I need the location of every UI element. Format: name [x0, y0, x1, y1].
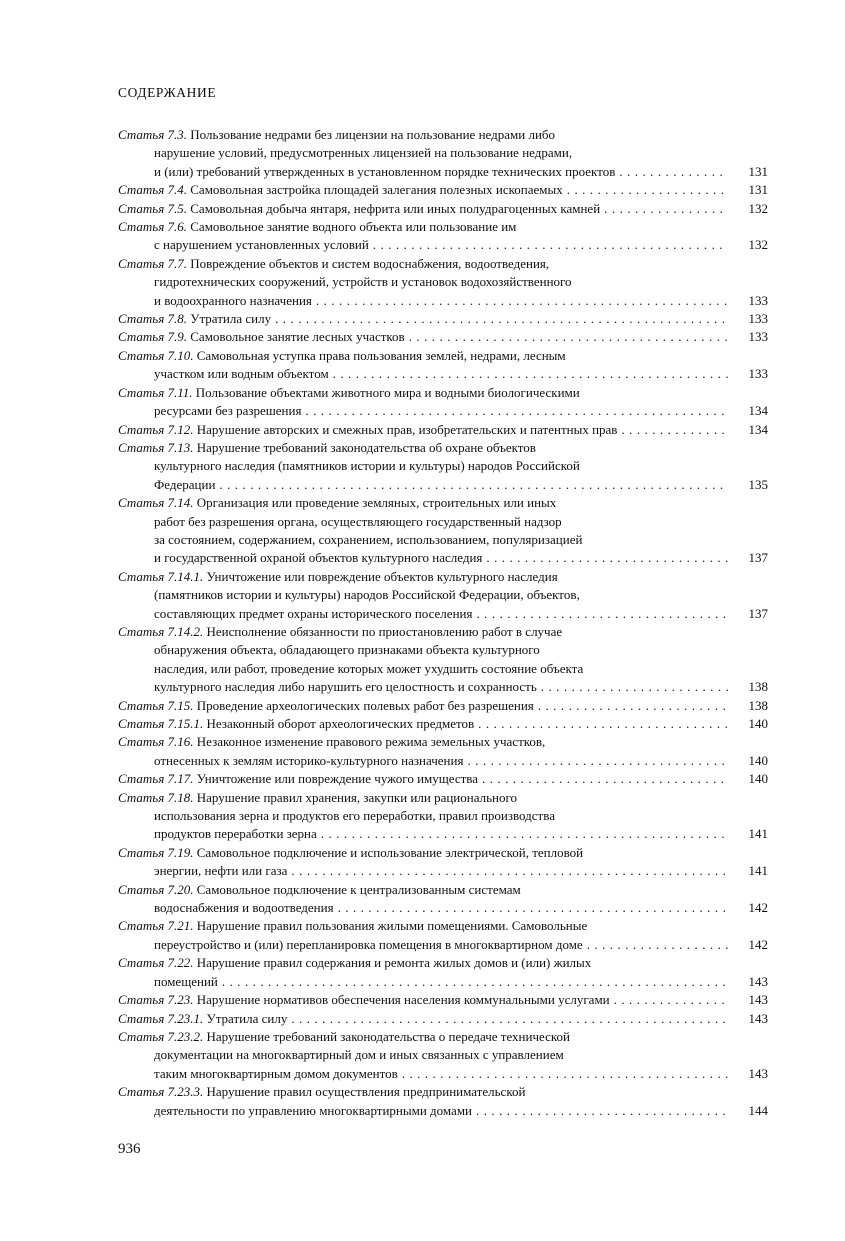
article-title-text: Нарушение правил пользования жилыми помещениями. Самовольные — [196, 918, 588, 934]
article-number: Статья 7.4. — [118, 182, 187, 198]
article-title-text: обнаружения объекта, обладающего признаками объекта культурного — [154, 642, 540, 658]
article-number: Статья 7.22. — [118, 955, 194, 971]
article-number: Статья 7.8. — [118, 311, 187, 327]
toc-entry-line — [118, 660, 768, 678]
toc-entry-line — [118, 328, 768, 346]
toc-entry[interactable] — [118, 844, 768, 881]
page-ref: 138 — [748, 697, 768, 713]
page-ref: 133 — [748, 311, 768, 327]
dot-leader — [538, 697, 728, 715]
article-title-text: наследия, или работ, проведение которых может ухудшить состояние объекта — [154, 660, 584, 676]
dot-leader — [614, 991, 728, 1009]
toc-entry[interactable] — [118, 954, 768, 991]
toc-entry-line — [118, 1028, 768, 1046]
toc-entry[interactable] — [118, 789, 768, 844]
article-title-text: и водоохранного назначения — [154, 292, 312, 308]
dot-leader — [621, 421, 728, 439]
article-title-text: Нарушение нормативов обеспечения населения коммунальными услугами — [196, 992, 610, 1008]
page-number: 936 — [118, 1141, 141, 1157]
toc-entry-line — [118, 678, 768, 696]
toc-entry-line — [118, 476, 768, 494]
dot-leader — [321, 825, 728, 843]
article-title-text: водоснабжения и водоотведения — [154, 900, 334, 916]
toc-entry[interactable] — [118, 328, 768, 346]
toc-entry[interactable] — [118, 421, 768, 439]
article-title-text: Организация или проведение земляных, строительных или иных — [196, 495, 557, 511]
toc-entry-line — [118, 347, 768, 365]
article-number: Статья 7.23.1. — [118, 1010, 204, 1026]
toc-entry-line — [118, 1083, 768, 1101]
dot-leader — [541, 678, 728, 696]
article-title-text: Нарушение правил хранения, закупки или рационального — [196, 789, 517, 805]
toc-entry-line — [118, 126, 768, 144]
article-title-text: (памятников истории и культуры) народов Российской Федерации, объектов, — [154, 587, 580, 603]
toc-entry-line — [118, 457, 768, 475]
article-title-text: за состоянием, содержанием, сохранением, использованием, популяризацией — [154, 531, 583, 547]
dot-leader — [219, 476, 728, 494]
toc-entry[interactable] — [118, 881, 768, 918]
page-ref: 138 — [748, 679, 768, 695]
article-number: Статья 7.10. — [118, 347, 194, 363]
dot-leader — [587, 936, 728, 954]
dot-leader — [222, 973, 728, 991]
article-title-text: Федерации — [154, 476, 216, 492]
page-ref: 133 — [748, 366, 768, 382]
article-title-text: Незаконный оборот археологических предметов — [206, 716, 475, 731]
dot-leader — [291, 1010, 728, 1028]
article-title-text: Самовольное подключение и использование электрической, тепловой — [196, 844, 584, 860]
article-number: Статья 7.14.2. — [118, 623, 204, 639]
toc-entry-line — [118, 310, 768, 328]
toc-entry-line — [118, 1010, 768, 1028]
article-number: Статья 7.21. — [118, 918, 194, 934]
article-title-text: Пользование недрами без лицензии на пользование недрами либо — [190, 127, 556, 142]
article-number: Статья 7.15.1. — [118, 716, 204, 731]
page-ref: 143 — [748, 973, 768, 989]
toc-entry[interactable] — [118, 733, 768, 770]
dot-leader — [305, 402, 728, 420]
article-title-text: деятельности по управлению многоквартирными домами — [154, 1102, 472, 1118]
toc-entry-line — [118, 697, 768, 715]
article-title-text: Нарушение требований законодательства о передаче технической — [206, 1028, 570, 1044]
article-title-text: помещений — [154, 973, 218, 989]
toc-entry[interactable] — [118, 697, 768, 715]
toc-entry-line — [118, 181, 768, 199]
toc-entry[interactable] — [118, 218, 768, 255]
article-number: Статья 7.3. — [118, 127, 187, 142]
article-title-text: Проведение археологических полевых работ без разрешения — [196, 697, 534, 713]
article-number: Статья 7.13. — [118, 439, 194, 455]
toc-entry-line — [118, 200, 768, 218]
page-ref: 142 — [748, 936, 768, 952]
toc-entry-line — [118, 568, 768, 586]
article-title-text: Уничтожение или повреждение объектов культурного наследия — [206, 568, 558, 584]
dot-leader — [275, 310, 728, 328]
toc-entry[interactable] — [118, 917, 768, 954]
dot-leader — [486, 549, 728, 567]
article-title-text: документации на многоквартирный дом и иных связанных с управлением — [154, 1047, 564, 1063]
dot-leader — [567, 181, 728, 199]
toc-entry[interactable] — [118, 126, 768, 181]
toc-entry-line — [118, 881, 768, 899]
article-title-text: гидротехнических сооружений, устройств и установок водохозяйственного — [154, 274, 572, 290]
page-ref: 133 — [748, 292, 768, 308]
toc-entry[interactable] — [118, 200, 768, 218]
toc-entry-line — [118, 236, 768, 254]
article-title-text: и (или) требований утвержденных в установленном порядке технических проектов — [154, 163, 616, 179]
article-number: Статья 7.19. — [118, 844, 194, 860]
toc-entry-line — [118, 623, 768, 641]
toc-entry-line — [118, 917, 768, 935]
article-title-text: переустройство и (или) перепланировка помещения в многоквартирном доме — [154, 936, 583, 952]
dot-leader — [482, 770, 728, 788]
article-number: Статья 7.7. — [118, 255, 187, 271]
article-title-text: отнесенных к землям историко-культурного назначения — [154, 752, 464, 768]
toc-entry-line — [118, 218, 768, 236]
article-title-text: Нарушение авторских и смежных прав, изобретательских и патентных прав — [196, 421, 618, 437]
toc-entry-line — [118, 531, 768, 549]
toc-entry[interactable] — [118, 347, 768, 384]
article-number: Статья 7.9. — [118, 329, 187, 345]
toc-entry-line — [118, 807, 768, 825]
article-title-text: Самовольная застройка площадей залегания полезных ископаемых — [190, 182, 563, 198]
page-ref: 133 — [748, 329, 768, 345]
page-ref: 144 — [748, 1102, 768, 1118]
toc-entry-line — [118, 1065, 768, 1083]
toc-entry-line — [118, 770, 768, 788]
toc-entry-line — [118, 825, 768, 843]
article-number: Статья 7.14. — [118, 495, 194, 511]
page-ref: 143 — [748, 992, 768, 1008]
dot-leader — [478, 715, 728, 733]
article-title-text: Незаконное изменение правового режима земельных участков, — [196, 734, 546, 750]
toc-entry-line — [118, 439, 768, 457]
article-title-text: Повреждение объектов и систем водоснабжения, водоотведения, — [190, 255, 550, 271]
article-title-text: составляющих предмет охраны исторического поселения — [154, 605, 473, 621]
article-title-text: Нарушение правил содержания и ремонта жилых домов и (или) жилых — [196, 955, 592, 971]
toc-entry-line — [118, 292, 768, 310]
article-title-text: Утратила силу — [190, 311, 272, 327]
page-ref: 143 — [748, 1065, 768, 1081]
toc-entry[interactable] — [118, 181, 768, 199]
toc-entry[interactable] — [118, 310, 768, 328]
toc-entry[interactable] — [118, 439, 768, 494]
toc-entry-line — [118, 715, 768, 733]
article-title-text: Утратила силу — [206, 1010, 288, 1026]
article-number: Статья 7.16. — [118, 734, 194, 750]
article-title-text: работ без разрешения органа, осуществляющего государственный надзор — [154, 513, 562, 529]
toc-entry[interactable] — [118, 991, 768, 1009]
toc-entry-line — [118, 789, 768, 807]
article-number: Статья 7.14.1. — [118, 568, 204, 584]
article-title-text: нарушение условий, предусмотренных лицензией на пользование недрами, — [154, 145, 573, 161]
page-ref: 131 — [748, 163, 768, 179]
toc-entry[interactable] — [118, 715, 768, 733]
page-ref: 140 — [748, 752, 768, 768]
toc-entry[interactable] — [118, 384, 768, 421]
page-ref: 141 — [748, 863, 768, 879]
running-head: СОДЕРЖАНИЕ — [118, 85, 217, 100]
article-title-text: Самовольное занятие водного объекта или пользование им — [190, 219, 517, 235]
toc-entry-line — [118, 844, 768, 862]
article-title-text: с нарушением установленных условий — [154, 237, 369, 253]
article-title-text: таким многоквартирным домом документов — [154, 1065, 398, 1081]
page-ref: 135 — [748, 476, 768, 492]
article-number: Статья 7.20. — [118, 881, 194, 897]
article-title-text: Неисполнение обязанности по приостановлению работ в случае — [206, 623, 563, 639]
page-ref: 140 — [748, 716, 768, 731]
toc-entry-line — [118, 936, 768, 954]
toc-entry-line — [118, 402, 768, 420]
toc-entry-line — [118, 954, 768, 972]
page-ref: 137 — [748, 550, 768, 566]
toc-entry[interactable] — [118, 568, 768, 623]
article-number: Статья 7.18. — [118, 789, 194, 805]
page-ref: 140 — [748, 771, 768, 787]
dot-leader — [373, 236, 728, 254]
toc-entry[interactable] — [118, 1028, 768, 1083]
article-title-text: Нарушение правил осуществления предпринимательской — [206, 1084, 526, 1100]
dot-leader — [619, 163, 728, 181]
article-number: Статья 7.23.2. — [118, 1028, 204, 1044]
dot-leader — [409, 328, 728, 346]
dot-leader — [402, 1065, 728, 1083]
article-title-text: Уничтожение или повреждение чужого имущества — [196, 771, 479, 787]
dot-leader — [467, 752, 728, 770]
toc-entry-line — [118, 273, 768, 291]
toc-entry-line — [118, 255, 768, 273]
article-title-text: и государственной охраной объектов культурного наследия — [154, 550, 483, 566]
toc-entry-line — [118, 365, 768, 383]
article-title-text: ресурсами без разрешения — [154, 403, 302, 419]
table-of-contents — [118, 126, 768, 1120]
toc-entry-line — [118, 862, 768, 880]
toc-entry-line — [118, 733, 768, 751]
toc-entry-line — [118, 973, 768, 991]
dot-leader — [476, 1102, 728, 1120]
page-ref: 131 — [748, 182, 768, 198]
toc-entry-line — [118, 513, 768, 531]
dot-leader — [604, 200, 728, 218]
toc-entry-line — [118, 163, 768, 181]
toc-entry-line — [118, 991, 768, 1009]
toc-entry-line — [118, 752, 768, 770]
dot-leader — [291, 862, 728, 880]
toc-entry-line — [118, 384, 768, 402]
toc-entry[interactable] — [118, 255, 768, 310]
dot-leader — [316, 292, 728, 310]
dot-leader — [476, 605, 728, 623]
toc-entry-line — [118, 421, 768, 439]
dot-leader — [338, 899, 728, 917]
toc-entry-line — [118, 1046, 768, 1064]
toc-entry[interactable] — [118, 770, 768, 788]
toc-entry-line — [118, 899, 768, 917]
page-ref: 142 — [748, 900, 768, 916]
toc-entry-line — [118, 494, 768, 512]
page-ref: 134 — [748, 421, 768, 437]
article-number: Статья 7.23. — [118, 992, 194, 1008]
toc-entry[interactable] — [118, 623, 768, 697]
toc-entry-line — [118, 586, 768, 604]
article-title-text: участком или водным объектом — [154, 366, 329, 382]
article-number: Статья 7.17. — [118, 771, 194, 787]
article-number: Статья 7.23.3. — [118, 1084, 204, 1100]
article-number: Статья 7.12. — [118, 421, 194, 437]
article-title-text: продуктов переработки зерна — [154, 826, 317, 842]
page-ref: 134 — [748, 403, 768, 419]
article-title-text: Пользование объектами животного мира и водными биологическими — [195, 384, 580, 400]
article-number: Статья 7.15. — [118, 697, 194, 713]
dot-leader — [333, 365, 728, 383]
toc-entry[interactable] — [118, 494, 768, 568]
article-title-text: энергии, нефти или газа — [154, 863, 288, 879]
page-ref: 143 — [748, 1010, 768, 1026]
article-title-text: Самовольная добыча янтаря, нефрита или иных полудрагоценных камней — [190, 200, 601, 216]
toc-entry-line — [118, 1102, 768, 1120]
page-ref: 132 — [748, 237, 768, 253]
article-number: Статья 7.6. — [118, 219, 187, 235]
article-title-text: Самовольное подключение к централизованным системам — [196, 881, 521, 897]
toc-entry-line — [118, 641, 768, 659]
page-ref: 141 — [748, 826, 768, 842]
toc-entry-line — [118, 549, 768, 567]
toc-entry-line — [118, 605, 768, 623]
article-title-text: культурного наследия (памятников истории и культуры) народов Российской — [154, 458, 580, 474]
article-title-text: использования зерна и продуктов его переработки, правил производства — [154, 808, 555, 824]
article-title-text: культурного наследия либо нарушить его целостность и сохранность — [154, 679, 537, 695]
article-number: Статья 7.5. — [118, 200, 187, 216]
page-ref: 137 — [748, 605, 768, 621]
toc-entry[interactable] — [118, 1083, 768, 1120]
toc-entry-line — [118, 144, 768, 162]
page-ref: 132 — [748, 200, 768, 216]
article-title-text: Нарушение требований законодательства об охране объектов — [196, 439, 536, 455]
article-title-text: Самовольное занятие лесных участков — [190, 329, 405, 345]
article-title-text: Самовольная уступка права пользования землей, недрами, лесным — [196, 347, 566, 363]
toc-entry[interactable] — [118, 1010, 768, 1028]
article-number: Статья 7.11. — [118, 384, 193, 400]
